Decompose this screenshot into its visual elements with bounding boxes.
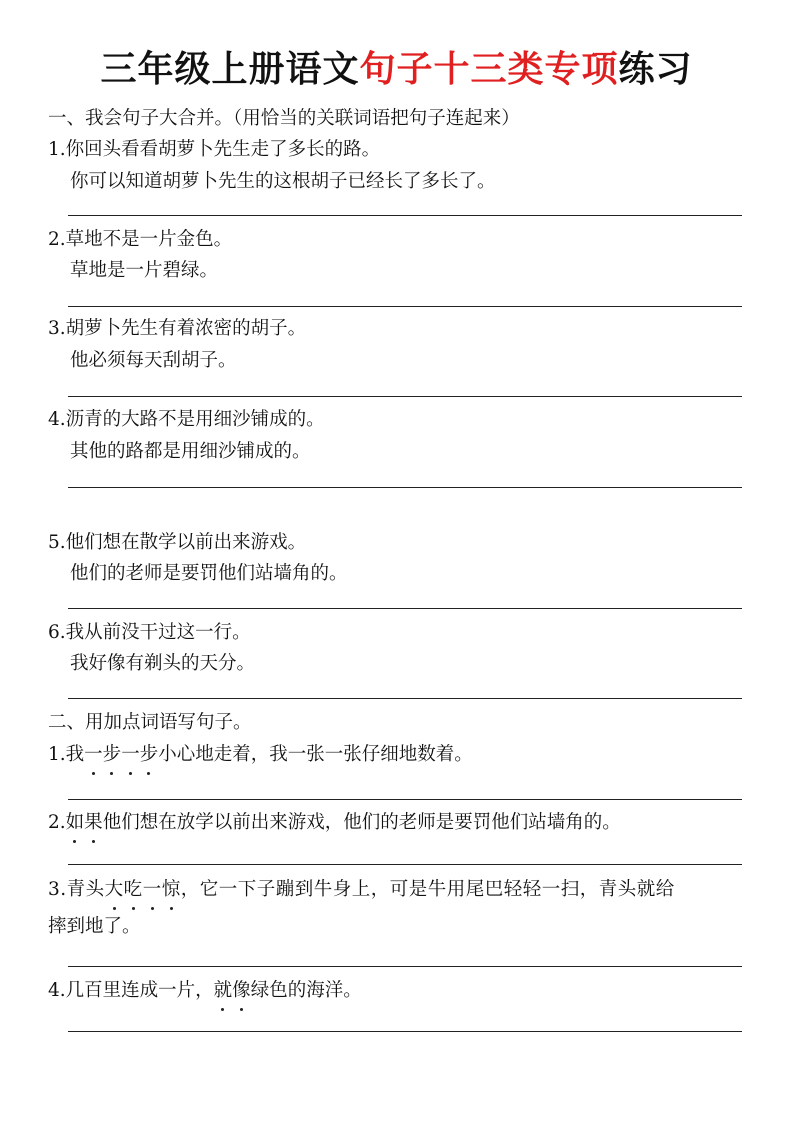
s2q2-dotted-word bbox=[66, 812, 103, 833]
emphasis-dot-char: 一 bbox=[84, 742, 103, 768]
section2-question-1 bbox=[48, 742, 473, 768]
question-4-sentence-2: 其他的路都是用细沙铺成的。 bbox=[70, 441, 311, 462]
question-6-sentence-2: 我好像有剃头的天分。 bbox=[70, 653, 256, 674]
question-1-sentence-1: 1.你回头看看胡萝卜先生走了多长的路。 bbox=[48, 139, 381, 160]
answer-line-9[interactable] bbox=[68, 966, 742, 967]
answer-line-3[interactable] bbox=[68, 396, 742, 397]
question-6-sentence-1: 6.我从前没干过这一行。 bbox=[48, 622, 251, 643]
answer-line-6[interactable] bbox=[68, 698, 742, 699]
emphasis-dot-char: 如 bbox=[66, 810, 85, 836]
answer-line-1[interactable] bbox=[68, 215, 742, 216]
emphasis-dot-char: 一 bbox=[121, 742, 140, 768]
s2q3-text-b: ，它一下子蹦到牛身上，可是牛用尾巴轻轻一扫，青头就给 bbox=[180, 879, 675, 900]
emphasis-dot-char: 步 bbox=[140, 742, 159, 768]
answer-line-8[interactable] bbox=[68, 864, 742, 865]
s2q2-text-a: 2. bbox=[48, 812, 66, 833]
emphasis-dot-char: 一 bbox=[143, 877, 162, 903]
title-part-grade: 三年级上册语文 bbox=[100, 49, 360, 90]
question-3-sentence-2: 他必须每天刮胡子。 bbox=[70, 350, 237, 371]
section2-question-4 bbox=[48, 978, 362, 1004]
question-2-sentence-2: 草地是一片碧绿。 bbox=[70, 260, 219, 281]
emphasis-dot-char: 吃 bbox=[124, 877, 143, 903]
s2q4-text-b: 绿色的海洋。 bbox=[250, 980, 362, 1001]
question-5-sentence-2: 他们的老师是要罚他们站墙角的。 bbox=[70, 563, 348, 584]
section2-question-2 bbox=[48, 810, 621, 836]
emphasis-dot-char: 步 bbox=[103, 742, 122, 768]
question-4-sentence-1: 4.沥青的大路不是用细沙铺成的。 bbox=[48, 409, 325, 430]
page-title bbox=[0, 44, 793, 96]
answer-line-10[interactable] bbox=[68, 1031, 742, 1032]
s2q4-text-a: 4.几百里连成一片， bbox=[48, 980, 214, 1001]
answer-line-2[interactable] bbox=[68, 306, 742, 307]
section2-question-3 bbox=[48, 877, 675, 903]
s2q3-text-a: 3.青头 bbox=[48, 879, 105, 900]
emphasis-dot-char: 就 bbox=[214, 978, 233, 1004]
emphasis-dot-char: 大 bbox=[105, 877, 124, 903]
question-5-sentence-1: 5.他们想在散学以前出来游戏。 bbox=[48, 532, 307, 553]
question-3-sentence-1: 3.胡萝卜先生有着浓密的胡子。 bbox=[48, 318, 307, 339]
s2q3-dotted-word bbox=[105, 879, 181, 900]
s2q4-dotted-word bbox=[214, 980, 251, 1001]
section2-question-3-continued: 摔到地了。 bbox=[48, 916, 141, 937]
s2q1-dotted-word bbox=[84, 744, 158, 765]
question-2-sentence-1: 2.草地不是一片金色。 bbox=[48, 229, 233, 250]
answer-line-4[interactable] bbox=[68, 487, 742, 488]
s2q1-text-b: 小心地走着，我一张一张仔细地数着。 bbox=[158, 744, 473, 765]
s2q1-text-a: 1.我 bbox=[48, 744, 85, 765]
s2q2-text-b: 他们想在放学以前出来游戏，他们的老师是要罚他们站墙角的。 bbox=[102, 812, 621, 833]
section-one-heading: 一、我会句子大合并。（用恰当的关联词语把句子连起来） bbox=[48, 108, 520, 129]
emphasis-dot-char: 果 bbox=[84, 810, 103, 836]
answer-line-7[interactable] bbox=[68, 799, 742, 800]
section-two-heading: 二、用加点词语写句子。 bbox=[48, 712, 252, 733]
title-part-topic: 句子十三类专项 bbox=[359, 49, 619, 90]
emphasis-dot-char: 惊 bbox=[162, 877, 181, 903]
question-1-sentence-2: 你可以知道胡萝卜先生的这根胡子已经长了多长了。 bbox=[70, 171, 496, 192]
emphasis-dot-char: 像 bbox=[232, 978, 251, 1004]
answer-line-5[interactable] bbox=[68, 608, 742, 609]
title-part-practice: 练习 bbox=[618, 49, 693, 90]
